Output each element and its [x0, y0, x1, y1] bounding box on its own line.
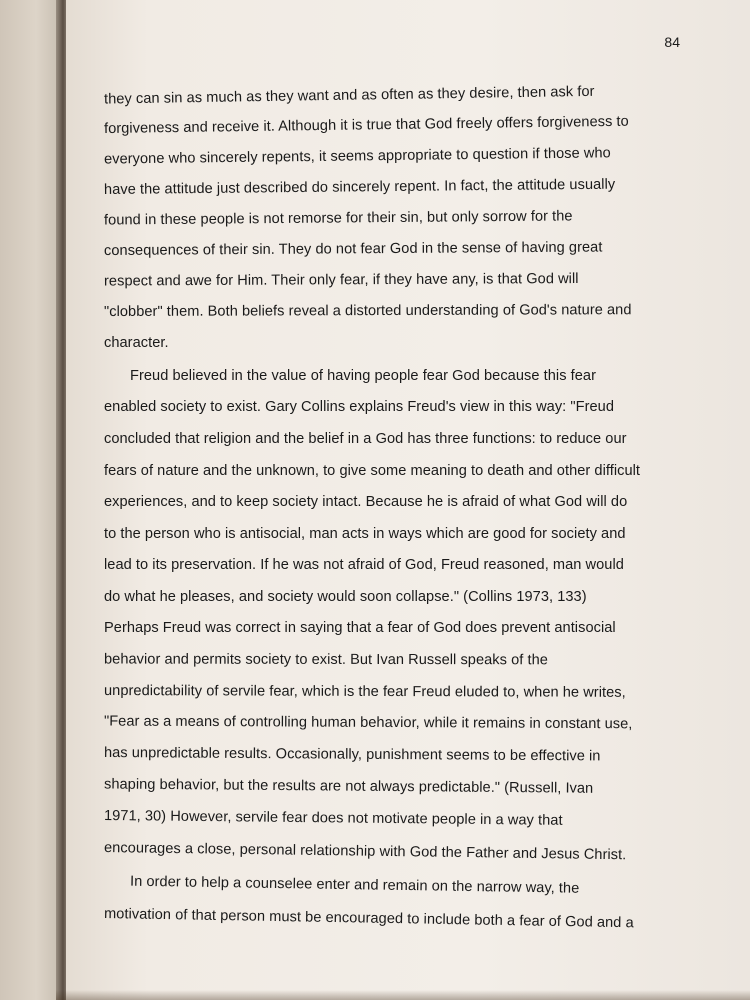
- page-bottom-shadow: [56, 990, 750, 1000]
- text-line: they can sin as much as they want and as often as they desire, then ask for: [103, 83, 595, 108]
- text-line: has unpredictable results. Occasionally, punishment seems to be effective in: [103, 744, 601, 765]
- text-line: motivation of that person must be encouraged to include both a fear of God and a: [103, 905, 634, 932]
- text-line: respect and awe for Him. Their only fear, if they have any, is that God will: [103, 271, 579, 290]
- text-line: Perhaps Freud was correct in saying that a fear of God does prevent antisocial: [104, 620, 616, 636]
- text-line: In order to help a counselee enter and remain on the narrow way, the: [129, 873, 580, 897]
- text-line: have the attitude just described do sincerely repent. In fact, the attitude usually: [103, 176, 616, 199]
- text-line: shaping behavior, but the results are not always predictable." (Russell, Ivan: [103, 776, 594, 797]
- text-line: character.: [104, 335, 169, 351]
- text-line: Freud believed in the value of having people fear God because this fear: [130, 368, 596, 384]
- left-page-edge: [0, 0, 60, 1000]
- text-line: forgiveness and receive it. Although it is true that God freely offers forgiveness to: [103, 113, 629, 138]
- text-line: to the person who is antisocial, man acts in ways which are good for society and: [104, 526, 626, 542]
- text-line: enabled society to exist. Gary Collins explains Freud's view in this way: "Freud: [104, 399, 614, 415]
- text-line: do what he pleases, and society would soon collapse." (Collins 1973, 133): [104, 589, 587, 605]
- text-line: consequences of their sin. They do not fear God in the sense of having great: [103, 239, 603, 260]
- text-line: 1971, 30) However, servile fear does not motivate people in a way that: [103, 807, 563, 829]
- book-page: [66, 0, 750, 1000]
- text-line: unpredictability of servile fear, which is the fear Freud eluded to, when he writes,: [103, 682, 626, 701]
- text-line: lead to its preservation. If he was not afraid of God, Freud reasoned, man would: [104, 557, 624, 573]
- text-line: "clobber" them. Both beliefs reveal a distorted understanding of God's nature and: [103, 302, 632, 321]
- text-line: everyone who sincerely repents, it seems appropriate to question if those who: [103, 145, 611, 168]
- text-line: behavior and permits society to exist. But Ivan Russell speaks of the: [103, 651, 548, 669]
- text-line: "Fear as a means of controlling human behavior, while it remains in constant use,: [103, 713, 633, 733]
- text-line: concluded that religion and the belief in a God has three functions: to reduce our: [104, 431, 627, 447]
- text-line: experiences, and to keep society intact. Because he is afraid of what God will do: [104, 494, 628, 510]
- page-number: 84: [664, 34, 680, 50]
- text-line: encourages a close, personal relationship with God the Father and Jesus Christ.: [103, 839, 627, 864]
- text-line: fears of nature and the unknown, to give some meaning to death and other difficult: [104, 463, 641, 479]
- text-line: found in these people is not remorse for their sin, but only sorrow for the: [103, 208, 573, 229]
